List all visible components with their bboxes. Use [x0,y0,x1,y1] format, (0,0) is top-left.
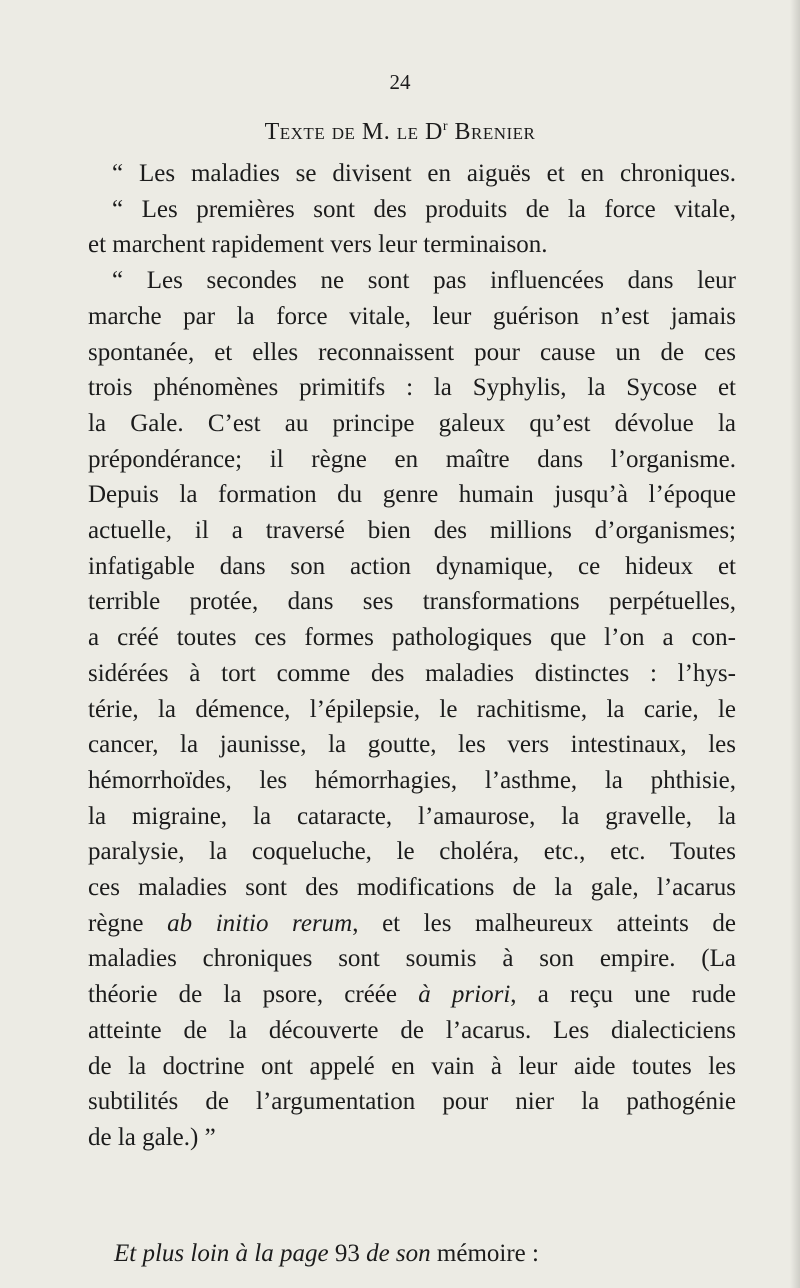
text-line: la migraine, la cataracte, l’amaurose, la gravelle, la [88,802,736,830]
caption-number: 93 [334,1240,360,1267]
text-line: de la gale.) ” [88,1123,216,1151]
heading-name: Brenier [454,119,536,145]
text-line: de la doctrine ont appelé en vain à leur aide toutes les [88,1052,736,1080]
text-line [88,906,736,942]
text-line: a créé toutes ces formes pathologiques que l’on a con- [88,624,736,652]
text-line: “ Les secondes ne sont pas influencées dans leur [112,267,736,295]
text-line: ces maladies sont des modifications de la gale, l’acarus [88,874,736,902]
text-fragment: règne [88,909,168,937]
text-line: “ Les premières sont des produits de la force vitale, [112,195,736,223]
text-line: marche par la force vitale, leur guérison n’est jamais [88,302,736,330]
caption-text: mémoire : [436,1240,539,1267]
page-edge-shadow [790,0,800,1288]
closing-caption [114,1236,734,1272]
text-line: cancer, la jaunisse, la goutte, les vers intestinaux, les [88,731,736,759]
text-line: atteinte de la découverte de l’acarus. Les dialecticiens [88,1016,736,1044]
text-fragment: , a reçu une rude [510,981,736,1009]
text-line [88,977,736,1013]
text-line: térie, la démence, l’épilepsie, le rachitisme, la carie, le [88,695,736,723]
text-line: sidérées à tort comme des maladies distinctes : l’hys- [88,659,736,687]
text-line: actuelle, il a traversé bien des millions d’organismes; [88,517,736,545]
text-line: paralysie, la coqueluche, le choléra, etc., etc. Toutes [88,838,736,866]
text-line: la Gale. C’est au principe galeux qu’est dévolue la [88,409,736,437]
text-line: subtilités de l’argumentation pour nier la pathogénie [88,1088,736,1116]
text-line: terrible protée, dans ses transformations perpétuelles, [88,588,736,616]
heading-prefix: Texte de M. le D [264,119,443,145]
text-line: et marchent rapidement vers leur terminaison. [88,231,548,259]
latin-phrase: ab initio rerum [167,909,353,937]
text-line: prépondérance; il règne en maître dans l’organisme. [88,445,736,473]
section-heading [0,112,800,147]
latin-phrase: à priori [418,981,511,1009]
text-line: trois phénomènes primitifs : la Syphylis, la Sycose et [88,374,736,402]
text-line: maladies chroniques sont soumis à son empire. (La [88,945,736,973]
text-line: Depuis la formation du genre humain jusqu’à l’époque [88,481,736,509]
heading-superscript: r [442,119,448,134]
text-line: “ Les maladies se divisent en aiguës et en chroniques. [112,160,736,187]
text-fragment: , et les malheureux atteints de [352,909,736,937]
text-line: hémorrhoïdes, les hémorrhagies, l’asthme, la phthisie, [88,766,736,794]
text-line: infatigable dans son action dynamique, ce hideux et [88,552,736,580]
caption-italic: de son [366,1240,431,1267]
caption-italic: Et plus loin à la page [114,1240,329,1267]
page-number: 24 [389,70,411,94]
body-text [88,156,736,1156]
text-fragment: théorie de la psore, créée [88,981,397,1009]
text-line: spontanée, et elles reconnaissent pour cause un de ces [88,338,736,366]
